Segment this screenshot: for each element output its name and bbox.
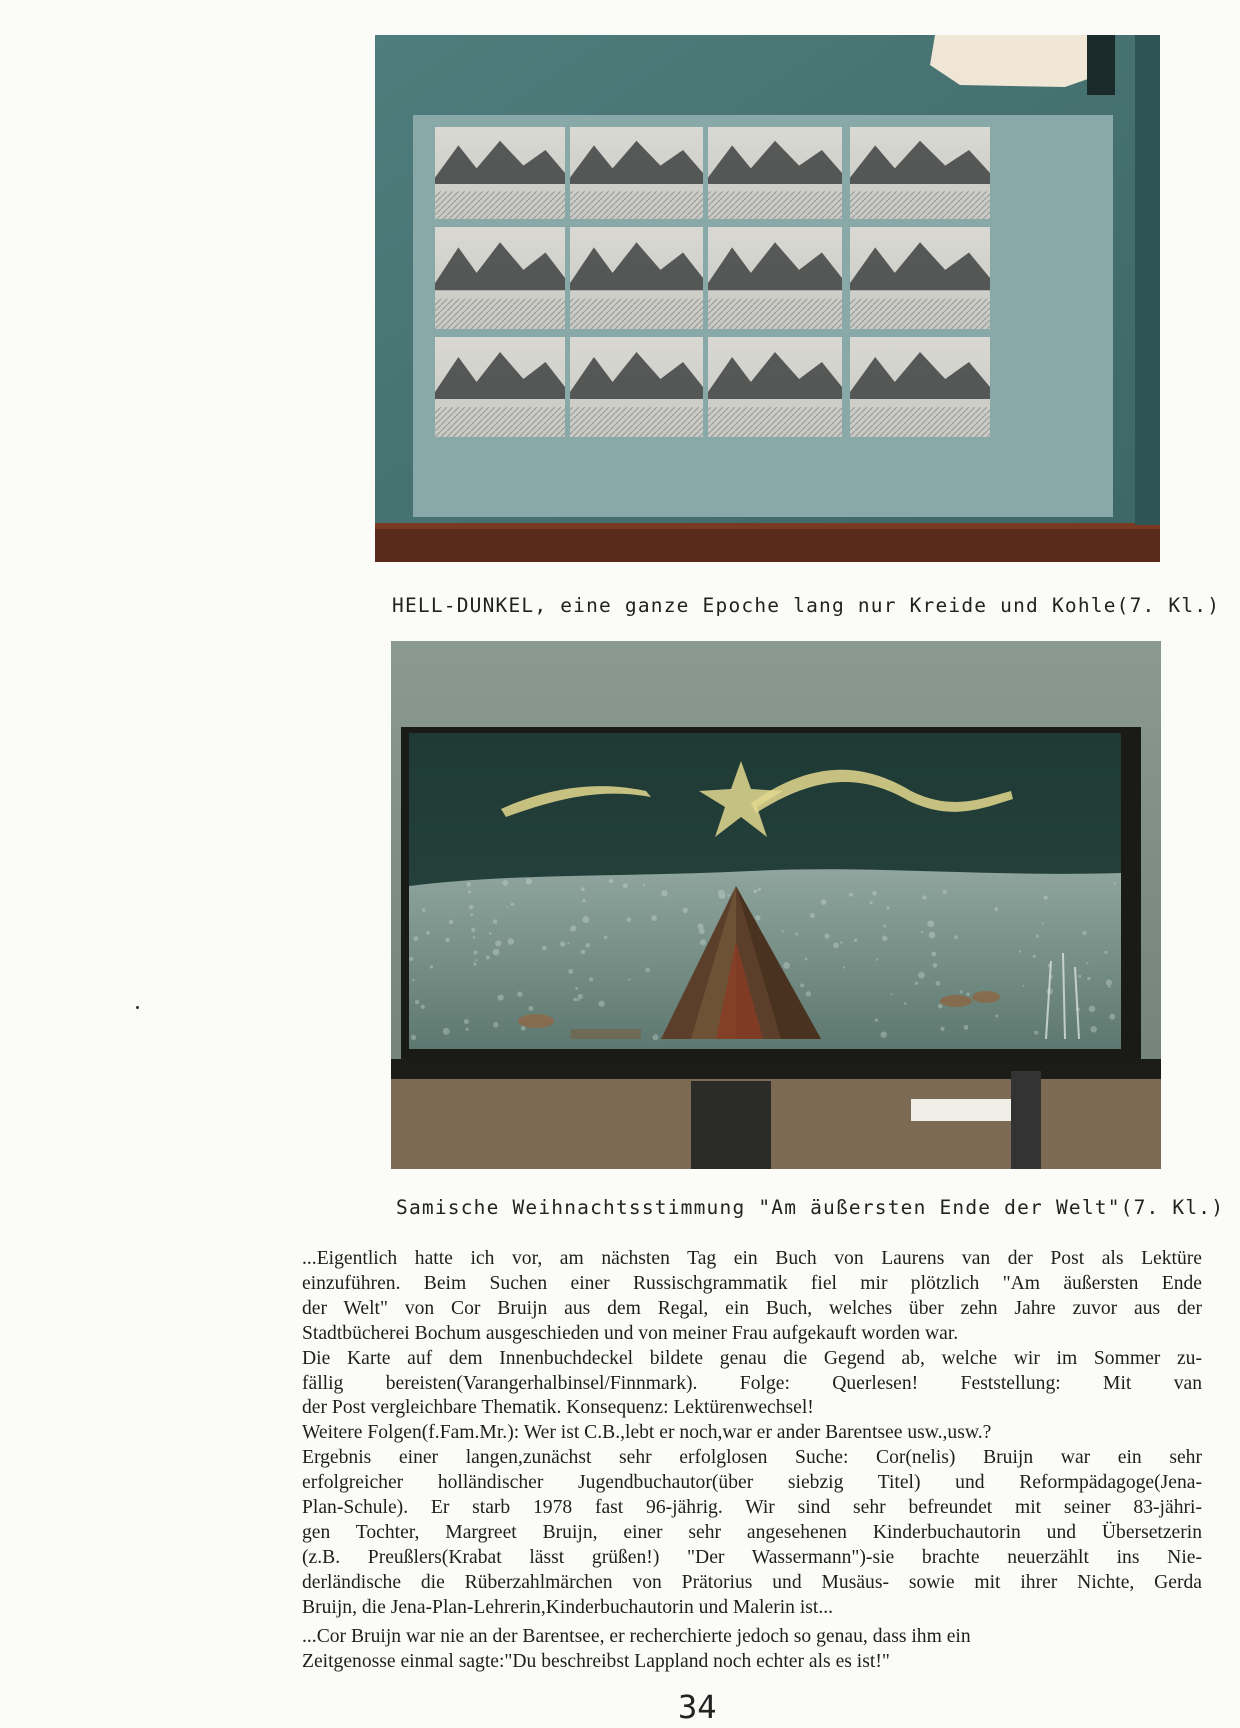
snow-dot: [887, 907, 890, 910]
snow-dot: [409, 957, 413, 961]
snow-dot: [443, 1028, 450, 1035]
snow-dot: [627, 918, 632, 923]
snow-dot: [1019, 950, 1021, 952]
snow-dot: [575, 987, 578, 990]
snow-dot: [643, 884, 645, 886]
snow-dot: [881, 1032, 887, 1038]
snow-dot: [1108, 985, 1111, 988]
stray-mark: [136, 1006, 139, 1009]
snow-dot: [800, 983, 804, 987]
snow-dot: [954, 935, 958, 939]
snow-dot: [1114, 882, 1116, 884]
snow-dot: [936, 981, 941, 986]
snow-dot: [474, 951, 478, 955]
water-hatching: [570, 298, 703, 329]
snow-dot: [782, 930, 784, 932]
snow-dot: [783, 962, 790, 969]
snow-dot: [849, 893, 853, 897]
snow-dot: [915, 982, 918, 985]
snow-dot: [876, 958, 878, 960]
snow-dot: [604, 936, 608, 940]
snow-dot: [1042, 922, 1044, 924]
snow-dot: [582, 899, 586, 903]
snow-dot: [508, 938, 515, 945]
snow-dot: [517, 991, 522, 996]
body-line: Weitere Folgen(f.Fam.Mr.): Wer ist C.B.,lebt er noch,war er ander Barentsee usw.,usw.?: [302, 1422, 992, 1444]
snow-dot: [413, 936, 418, 941]
snow-dot: [573, 998, 577, 1002]
snow-dot: [426, 931, 430, 935]
water-hatching: [570, 407, 703, 437]
snow-dot: [904, 1002, 906, 1004]
snow-dot: [502, 880, 508, 886]
snow-dot: [412, 979, 414, 981]
snow-dot: [1023, 985, 1025, 987]
body-line: ...Cor Bruijn war nie an der Barentsee, er recherchierte jedoch so genau, dass ihm ein: [302, 1625, 971, 1647]
snow-dot: [1082, 931, 1086, 935]
snow-dot: [1036, 935, 1039, 938]
snow-dot: [661, 890, 667, 896]
snow-dot: [568, 969, 573, 974]
snow-dot: [468, 890, 471, 893]
body-line: der Welt" von Cor Bruijn aus dem Regal, ein Buch, welches über zehn Jahre zuvor aus der: [302, 1297, 1202, 1319]
photo-charcoal-drawings-wall: [375, 35, 1160, 562]
caption-photo-1: HELL-DUNKEL, eine ganze Epoche lang nur Kreide und Kohle(7. Kl.): [392, 594, 1221, 617]
snow-dot: [933, 963, 938, 968]
snow-dot: [466, 1028, 469, 1031]
water-hatching: [850, 407, 990, 437]
body-line: Zeitgenosse einmal sagte:"Du beschreibst Lappland noch echter als es ist!": [302, 1650, 890, 1672]
body-line: erfolgreicher holländischer Jugendbuchautor(über siebzig Titel) und Reformpädagoge(Jena-: [302, 1472, 1202, 1494]
snow-dot: [927, 920, 934, 927]
photo-chalkboard-scene: [391, 641, 1161, 1169]
snow-dot: [1079, 975, 1082, 978]
caption-photo-2: Samische Weihnachtsstimmung "Am äußersten Ende der Welt"(7. Kl.): [396, 1196, 1225, 1219]
body-line: Bruijn, die Jena-Plan-Lehrerin,Kinderbuchautorin und Malerin ist...: [302, 1596, 834, 1618]
snow-dot: [430, 965, 433, 968]
snow-dot: [585, 943, 590, 948]
snow-dot: [506, 906, 508, 908]
water-hatching: [708, 407, 842, 437]
snow-dot: [964, 1025, 969, 1030]
snow-dot: [795, 933, 798, 936]
snow-dot: [806, 991, 811, 996]
snow-dot: [1033, 955, 1036, 958]
snow-dot: [645, 968, 650, 973]
snow-dot: [882, 935, 888, 941]
snow-dot: [875, 1019, 878, 1022]
snow-dot: [929, 932, 936, 939]
snow-dot: [567, 942, 569, 944]
snow-dot: [921, 931, 923, 933]
snow-dot: [758, 888, 761, 891]
snow-dot: [821, 899, 827, 905]
snow-dot: [411, 1035, 416, 1040]
snow-dot: [699, 928, 705, 934]
body-line: (z.B. Preußlers(Krabat lässt grüßen!) "Der Wassermann")-sie brachte neuerzählt ins Nie-: [302, 1546, 1202, 1568]
snow-dot: [651, 915, 657, 921]
snow-dot: [609, 879, 613, 883]
snow-dot: [940, 1027, 944, 1031]
snow-dot: [473, 963, 476, 966]
snow-dot: [870, 901, 873, 904]
snow-dot: [469, 905, 473, 909]
body-line: der Post vergleichbare Thematik. Konsequenz: Lektürenwechsel!: [302, 1397, 814, 1419]
snow-dot: [1086, 962, 1088, 964]
snow-dot: [486, 956, 490, 960]
snow-dot: [840, 941, 842, 943]
snow-dot: [466, 882, 471, 887]
snow-dot: [526, 878, 532, 884]
snow-dot: [995, 1015, 998, 1018]
snow-dot: [415, 1000, 419, 1004]
snow-dot: [475, 959, 477, 961]
snow-dot: [589, 977, 593, 981]
snow-dot: [994, 908, 998, 912]
snow-dot: [833, 942, 839, 948]
body-line: Ergebnis einer langen,zunächst sehr erfolglosen Suche: Cor(nelis) Bruijn war ein sehr: [302, 1447, 1202, 1469]
snow-dot: [825, 934, 830, 939]
snow-dot: [922, 895, 926, 899]
snow-dot: [653, 1034, 659, 1040]
snow-dot: [727, 894, 729, 896]
snow-dot: [583, 916, 590, 923]
snow-dot: [931, 952, 936, 957]
snow-dot: [581, 887, 585, 891]
water-hatching: [435, 407, 565, 437]
snow-dot: [755, 915, 760, 920]
snow-dot: [578, 994, 583, 999]
snow-dot: [1104, 951, 1107, 954]
snow-dot: [843, 966, 845, 968]
snow-dot: [718, 890, 725, 897]
snow-dot: [529, 1006, 534, 1011]
snow-dot: [943, 890, 947, 894]
snow-dot: [805, 958, 808, 961]
body-line: Stadtbücherei Bochum ausgeschieden und von meiner Frau aufgekauft worden war.: [302, 1322, 959, 1344]
snow-dot: [1087, 977, 1091, 981]
snow-dot: [1109, 1014, 1115, 1020]
snow-dot: [883, 925, 886, 928]
snow-dot: [960, 990, 963, 993]
snow-dot: [471, 928, 475, 932]
photo-charcoal-drawings-image: [375, 35, 1160, 562]
body-line: Die Karte auf dem Innenbuchdeckel bildete genau die Gegend ab, welche wir im Sommer zu-: [302, 1347, 1202, 1369]
snow-dot: [493, 949, 500, 956]
water-hatching: [708, 298, 842, 329]
snow-dot: [683, 908, 688, 913]
body-line: fällig bereisten(Varangerhalbinsel/Finnmark). Folge: Querlesen! Feststellung: Mit van: [302, 1372, 1202, 1394]
snow-dot: [938, 1004, 943, 1009]
body-line: Plan-Schule). Er starb 1978 fast 96-jährig. Wir sind sehr befreundet mit seiner 83-jähri-: [302, 1497, 1202, 1519]
snow-dot: [1089, 1006, 1096, 1013]
snow-dot: [421, 1005, 425, 1009]
body-text: [302, 1247, 1202, 1674]
snow-dot: [560, 941, 565, 946]
snow-dot: [854, 939, 857, 942]
water-hatching: [850, 298, 990, 329]
snow-dot: [599, 1001, 605, 1007]
snow-dot: [570, 927, 574, 931]
snow-dot: [473, 936, 475, 938]
water-hatching: [435, 191, 565, 219]
snow-dot: [577, 999, 580, 1002]
snow-dot: [872, 891, 876, 895]
snow-dot: [581, 950, 586, 955]
snow-dot: [542, 946, 547, 951]
snow-dot: [445, 938, 449, 942]
snow-dot: [495, 940, 501, 946]
snow-dot: [1106, 980, 1112, 986]
snow-dot: [1091, 1026, 1097, 1032]
body-line: einzuführen. Beim Suchen einer Russischgrammatik fiel mir plötzlich "Am äußersten Ende: [302, 1272, 1202, 1294]
body-line: gen Tochter, Margreet Bruijn, einer sehr angesehenen Kinderbuchautorin und Übersetzerin: [302, 1521, 1202, 1543]
snow-dot: [449, 920, 453, 924]
snow-dot: [498, 995, 504, 1001]
snow-dot: [1034, 1031, 1038, 1035]
water-hatching: [435, 298, 565, 329]
snow-dot: [511, 903, 515, 907]
body-line: ...Eigentlich hatte ich vor, am nächsten Tag ein Buch von Laurens van der Post als Lektüre: [302, 1248, 1202, 1269]
snow-dot: [1044, 896, 1048, 900]
snow-dot: [753, 889, 757, 893]
snow-dot: [623, 883, 628, 888]
snow-dot: [422, 909, 425, 912]
snow-dot: [493, 919, 497, 923]
snow-dot: [700, 939, 706, 945]
photo-chalkboard-image: [391, 641, 1161, 1169]
water-hatching: [570, 191, 703, 219]
body-line: derländische die Rüberzahlmärchen von Prätorius und Musäus- sowie mit ihrer Nichte, Gerda: [302, 1571, 1202, 1593]
snow-dot: [470, 913, 473, 916]
snow-dot: [489, 932, 492, 935]
snow-dot: [464, 1019, 469, 1024]
snow-dot: [918, 972, 925, 979]
snow-dot: [493, 1022, 498, 1027]
snow-dot: [891, 993, 893, 995]
page-number: 34: [678, 1688, 717, 1726]
snow-dot: [810, 913, 815, 918]
snow-dot: [628, 978, 630, 980]
water-hatching: [708, 191, 842, 219]
water-hatching: [850, 191, 990, 219]
snow-dot: [966, 993, 969, 996]
